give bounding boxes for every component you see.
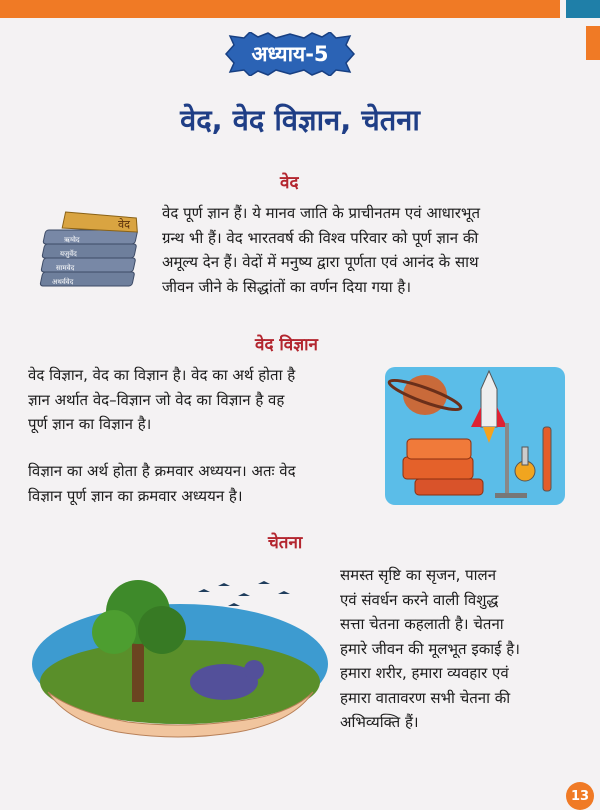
ved-line: ग्रन्थ भी हैं। वेद भारतवर्ष की विश्व परिवार को पूर्ण ज्ञान की (162, 228, 479, 247)
nature-illustration (28, 572, 333, 744)
page-number: 13 (566, 782, 594, 810)
page-title: वेद, वेद विज्ञान, चेतना (180, 103, 420, 137)
chetna-line: हमारा वातावरण सभी चेतना की (340, 688, 511, 707)
books-label-3: सामवेद (56, 264, 75, 272)
vigyan-line: विज्ञान का अर्थ होता है क्रमवार अध्ययन। अतः वेद (28, 462, 296, 480)
section-heading-ved: वेद (280, 173, 299, 193)
chapter-label: अध्याय-5 (251, 42, 329, 66)
chetna-line: अभिव्यक्ति हैं। (340, 713, 419, 731)
section-heading-ved-vigyan: वेद विज्ञान (255, 335, 318, 355)
books-illustration (26, 210, 156, 302)
chetna-line: सत्ता चेतना कहलाती है। चेतना (340, 615, 504, 633)
section-chetna-text (340, 563, 565, 735)
section-ved-vigyan-text (28, 363, 380, 437)
chetna-line: हमारे जीवन की मूलभूत इकाई है। (340, 639, 520, 658)
section-ved-vigyan-text-2 (28, 459, 380, 508)
top-blue-bar (566, 0, 600, 18)
ved-line: जीवन जीने के सिद्धांतों का वर्णन दिया गया है। (162, 277, 412, 296)
chetna-line: हमारा शरीर, हमारा व्यवहार एवं (340, 664, 509, 682)
chapter-badge (222, 32, 358, 76)
ved-line: अमूल्य देन हैं। वेदों में मनुष्य द्वारा पूर्णता एवं आनंद के साथ (162, 253, 479, 271)
vigyan-line: वेद विज्ञान, वेद का विज्ञान है। वेद का अर्थ होता है (28, 366, 296, 384)
science-illustration (385, 367, 565, 505)
books-label-1: ऋग्वेद (64, 236, 80, 244)
ved-line: वेद पूर्ण ज्ञान हैं। ये मानव जाति के प्राचीनतम एवं आधारभूत (162, 204, 480, 222)
side-tab (586, 26, 600, 60)
vigyan-line: ज्ञान अर्थात वेद–विज्ञान जो वेद का विज्ञान है वह (28, 390, 285, 409)
vigyan-line: विज्ञान पूर्ण ज्ञान का क्रमवार अध्ययन है। (28, 486, 243, 505)
top-orange-bar (0, 0, 560, 18)
chetna-line: समस्त सृष्टि का सृजन, पालन (340, 566, 497, 584)
vigyan-line: पूर्ण ज्ञान का विज्ञान है। (28, 415, 152, 433)
section-heading-chetna: चेतना (268, 533, 303, 553)
books-label-ved: वेद (118, 218, 130, 231)
books-label-4: अथर्ववेद (52, 278, 74, 286)
section-ved-text (162, 201, 572, 299)
chetna-line: एवं संवर्धन करने वाली विशुद्ध (340, 590, 499, 609)
books-label-2: यजुर्वेद (60, 250, 77, 258)
